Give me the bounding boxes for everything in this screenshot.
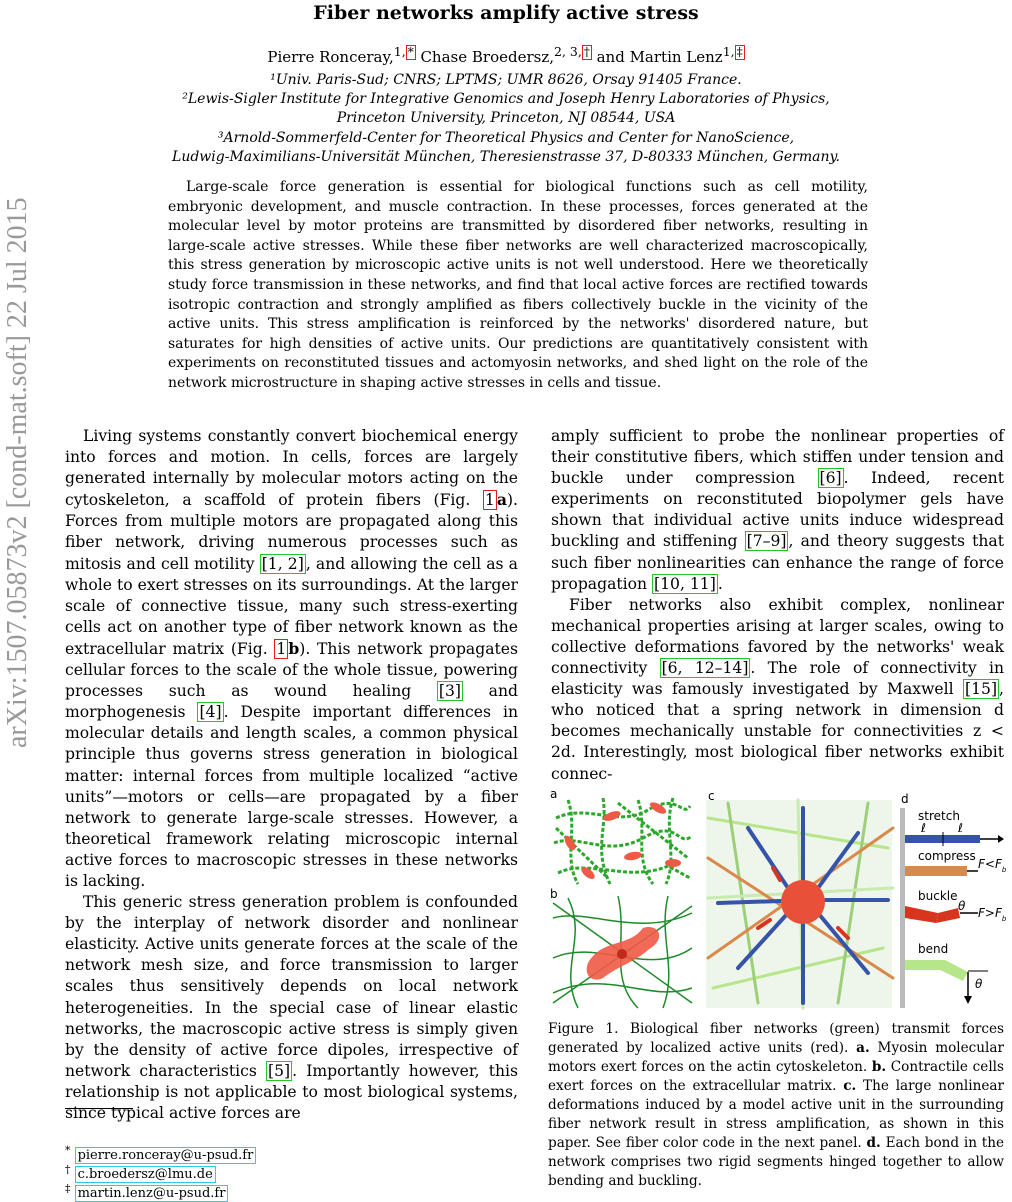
paragraph — [65, 426, 518, 892]
panel-label-c: c — [708, 789, 715, 803]
affiliation-line: ³Arnold-Sommerfeld-Center for Theoretical Physics and Center for NanoScience, — [217, 130, 795, 146]
author-name: and Martin Lenz — [591, 48, 723, 66]
caption-text: Figure 1. Biological fiber networks (green) transmit forces generated by localized active units (red). — [548, 1021, 1004, 1056]
panel-ref: b — [288, 638, 300, 658]
angle-label: θ — [975, 977, 983, 991]
panel-b-extracellular-matrix — [550, 887, 692, 1008]
footnote-link[interactable]: ‡ — [736, 45, 743, 59]
footnote-mark: † — [65, 1163, 71, 1176]
footnote-link[interactable]: * — [407, 45, 414, 59]
text: . Despite important differences in molecular details and length scales, a common physical principle thus governs stress generation in biological matter: internal forces from multiple localized “active units”—motors or cells—are propagated by a fiber network to generate large-scale stresses. However, a theoretical framework relating microscopic internal active forces to macroscopic stresses in these networks is lacking. — [65, 703, 518, 890]
panel-label-d: d — [901, 792, 909, 806]
paragraph — [551, 426, 1004, 595]
citation-link[interactable]: [6] — [819, 469, 842, 488]
citation-link[interactable]: [4] — [199, 703, 222, 722]
affiliation-line: ²Lewis-Sigler Institute for Integrative Genomics and Joseph Henry Laboratories of Physics, — [182, 91, 830, 107]
panel-ref: a — [496, 490, 507, 510]
stretch-label: stretch — [918, 809, 960, 823]
text: . The role of connectivity in elasticity was famously investigated by Maxwell — [551, 659, 1004, 699]
caption-panel-ref: c. — [843, 1078, 857, 1094]
active-unit — [781, 880, 825, 924]
text: ). Forces from multiple motors are propagated along this fiber network, driving numerous processes such as mitosis and cell motility — [65, 491, 518, 573]
caption-text: Myosin molecular motors exert forces on the actin cytoskeleton. — [548, 1040, 1004, 1075]
citation-link[interactable]: [10, 11] — [654, 574, 716, 593]
citation-link[interactable]: [3] — [438, 682, 461, 701]
paragraph — [551, 595, 1004, 785]
citation-link[interactable]: [5] — [267, 1061, 291, 1080]
compress-label: compress — [918, 849, 976, 863]
citation-link[interactable]: [1, 2] — [261, 554, 304, 573]
figure-1 — [548, 788, 1006, 1010]
text: amply sufficient to probe the nonlinear properties of their constitutive fibers, which stiffen under tension and buckle under compression — [551, 427, 1004, 488]
affiliation-mark: 1, — [393, 44, 406, 59]
footnote-link[interactable]: † — [583, 45, 590, 59]
citation-link[interactable]: [7–9] — [746, 532, 787, 551]
caption-panel-ref: a. — [856, 1040, 870, 1056]
link-text: 1 — [276, 639, 287, 658]
citation-link[interactable]: [6, 12–14] — [661, 659, 749, 678]
text: and morphogenesis — [65, 682, 518, 722]
text: . Indeed, recent experiments on reconstituted biopolymer gels have shown that individual active units induce widespread buckling and stiffening — [551, 469, 1004, 551]
text: . — [717, 574, 723, 593]
text: Living systems constantly convert biochemical energy into forces and motion. In cells, forces are largely generated internally by molecular motors acting on the cytoskeleton, a scaffold of protein fibers (Fig. — [65, 427, 518, 510]
text: . Importantly however, this relationship is not applicable to most biological systems, since typical active forces are — [65, 1061, 518, 1122]
text: This generic stress generation problem is confounded by the interplay of network disorder and nonlinear elasticity. Active units generate forces at the scale of the network mesh size, and force transmission to larger scales thus sensitively depends on local network heterogeneities. In the special case of linear elastic networks, the macroscopic active stress is simply given by the density of active force dipoles, irrespective of network characteristics — [65, 893, 518, 1080]
author-list — [0, 44, 1012, 66]
link-text: 1 — [484, 491, 495, 510]
paragraph — [65, 892, 518, 1124]
compress-bond — [905, 866, 967, 876]
author-name: Pierre Ronceray, — [267, 48, 394, 66]
figure-link[interactable] — [274, 639, 288, 659]
bend-bond — [905, 960, 945, 970]
force-condition-label: $F<F_b$ — [978, 857, 1006, 874]
angle-label: θ — [958, 899, 966, 913]
caption-text: Each bond in the network comprises two rigid segments hinged together to allow bending and buckling. — [548, 1135, 1005, 1189]
email-link[interactable]: pierre.ronceray@u-psud.fr — [75, 1147, 257, 1164]
panel-c-model-network — [706, 789, 893, 1008]
affiliation-line: Ludwig-Maximilians-Universität München, Theresienstrasse 37, D-80333 München, Germany. — [172, 149, 840, 165]
citation-link[interactable]: [15] — [965, 680, 998, 699]
author-name: Chase Broedersz, — [415, 48, 554, 66]
caption-panel-ref: b. — [871, 1059, 887, 1075]
bend-label: bend — [918, 942, 949, 956]
panel-label-b: b — [550, 887, 558, 901]
panel-d-bond-legend — [900, 792, 1006, 1008]
text: , and allowing the cell as a whole to exert stresses on its surroundings. At the larger scale of connective tissue, many such stress-exerting cells act on another type of fiber network known as the extracellular matrix (Fig. — [65, 554, 518, 658]
text: ). This network propagates cellular forces to the scale of the whole tissue, powering processes such as wound healing — [65, 639, 518, 701]
affiliation-line: ¹Univ. Paris-Sud; CNRS; LPTMS; UMR 8626, Orsay 91405 France. — [270, 72, 742, 88]
text: , who noticed that a spring network in dimension d becomes mechanically unstable for connectivities z < 2d. Interestingly, most biological fiber networks exhibit connec- — [551, 680, 1004, 783]
email-link[interactable]: c.broedersz@lmu.de — [75, 1166, 216, 1183]
panel-a-actin-network — [550, 788, 692, 886]
buckle-label: buckle — [918, 889, 958, 903]
email-link[interactable]: martin.lenz@u-psud.fr — [75, 1185, 229, 1202]
figure-caption — [548, 1020, 1004, 1191]
text: , and theory suggests that such fiber nonlinearities can enhance the range of force propagation — [551, 532, 1004, 593]
text: Fiber networks also exhibit complex, nonlinear mechanical properties arising at larger scales, owing to collective deformations favored by the networks' weak connectivity — [551, 595, 1004, 678]
arxiv-identifier: arXiv:1507.05873v2 [cond-mat.soft] 22 Jul 2015 — [2, 197, 33, 748]
footnote-rule — [65, 1108, 133, 1109]
buckle-bond — [905, 906, 938, 923]
footnote-mark: * — [65, 1144, 71, 1157]
segment-length-label: ℓ — [958, 821, 963, 835]
left-column — [65, 426, 518, 1124]
segment-length-label: ℓ — [921, 821, 926, 835]
footnote — [65, 1181, 228, 1202]
panel-label-a: a — [550, 788, 558, 801]
affiliation-line: Princeton University, Princeton, NJ 08544, USA — [336, 110, 676, 126]
footnote-mark: ‡ — [65, 1182, 71, 1195]
caption-text: Contractile cells exert forces on the extracellular matrix. — [548, 1059, 1004, 1094]
right-column — [551, 426, 1004, 785]
affiliation-mark: 1, — [722, 44, 735, 59]
abstract: Large-scale force generation is essential for biological functions such as cell motility, embryonic development, and muscle contraction. In these processes, forces generated at the molecular level by motor proteins are transmitted by disordered fiber networks, resulting in large-scale active stresses. While these fiber networks are well characterized macroscopically, this stress generation by microscopic active units is not well understood. Here we theoretically study force transmission in these networks, and find that local active forces are rectified towards isotropic contraction and strongly amplified as fibers collectively buckle in the vicinity of the active units. This stress amplification is reinforced by the networks' disordered nature, but saturates for high densities of active units. Our predictions are quantitatively consistent with experiments on reconstituted tissues and actomyosin networks, and shed light on the role of the network microstructure in shaping active stresses in cells and tissue. — [168, 179, 868, 391]
paper-title: Fiber networks amplify active stress — [313, 2, 699, 24]
caption-panel-ref: d. — [866, 1135, 881, 1151]
caption-text: The large nonlinear deformations induced by a model active unit in the surrounding fiber network result in stress amplification, as shown in this paper. See fiber color code in the next panel. — [548, 1078, 1004, 1151]
affiliation-mark: 2, 3, — [554, 44, 582, 59]
force-condition-label: $F>F_b$ — [978, 906, 1006, 923]
figure-link[interactable] — [483, 490, 497, 510]
